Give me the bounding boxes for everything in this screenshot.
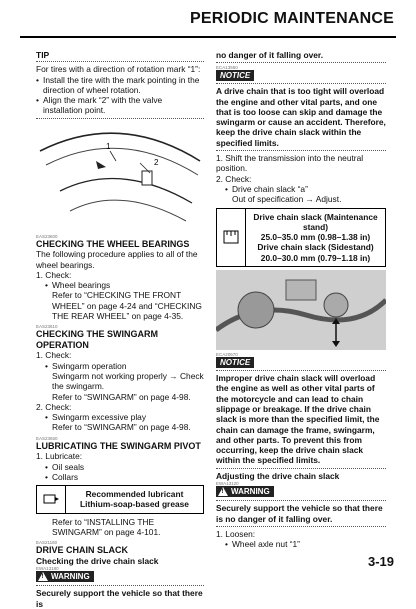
notice-code: ECA13550 <box>216 65 238 71</box>
notice-badge: NOTICE <box>216 357 254 368</box>
section-code: EAS23610 <box>36 324 58 330</box>
warning-code: EWA13180 <box>36 566 59 572</box>
step: 1. Loosen: <box>216 528 256 539</box>
step: 1. Check: <box>36 269 72 280</box>
step: 1. Shift the transmission into the neutral position. <box>216 153 364 174</box>
drive-chain-photo <box>216 270 386 350</box>
wheel-bearings-heading: CHECKING THE WHEEL BEARINGS <box>36 238 190 249</box>
notice-rule <box>216 83 386 84</box>
reference: Refer to “INSTALLING THE SWINGARM” on page 4-101. <box>52 516 161 538</box>
bullet: • Wheel axle nut “1” <box>225 539 300 550</box>
section-code: EAS21160 <box>36 540 58 546</box>
spec-text: Drive chain slack (Maintenance stand) 25.0–35.0 mm (0.98–1.38 in) Drive chain slack (Sidestand) 20.0–30.0 mm (0.79–1.18 in) <box>253 211 378 263</box>
bullet: • Swingarm operation <box>45 360 127 371</box>
notice-text: A drive chain that is too tight will overload the engine and other vital parts, and one that is too loose can skip and damage the swingarm or cause an accident. Therefore, keep the drive chain slack within the specified limits. <box>216 86 386 148</box>
tip-bullet: • Align the mark “2” with the valve installation point. <box>36 95 163 116</box>
warning-badge: ! WARNING <box>216 486 274 497</box>
notice-text: Improper drive chain slack will overload the engine as well as other vital parts of the motorcycle and can lead to chain slippage or breakage. If the drive chain slack is more than the specified limit, the chain can damage the frame, swingarm, and other parts. To prevent this from occurring, keep the drive chain slack within the specified limits. <box>216 373 380 466</box>
notice-end-rule <box>216 468 386 469</box>
bullet: • Drive chain slack “a” <box>225 183 308 194</box>
reference: Refer to “CHECKING THE FRONT WHEEL” on page 4-24 and “CHECKING THE REAR WHEEL” on page 4-35. <box>52 290 202 322</box>
bullet: • Swingarm excessive play <box>45 412 147 423</box>
warning-badge: ! WARNING <box>36 571 94 582</box>
ruler-icon <box>217 209 246 266</box>
warning-code: EWA13120 <box>216 481 239 487</box>
bullet: • Oil seals <box>45 461 85 472</box>
section-code: EAS23650 <box>36 435 58 441</box>
left-column <box>36 50 204 609</box>
bullet: • Collars <box>45 471 79 482</box>
drive-chain-slack-heading: DRIVE CHAIN SLACK <box>36 545 129 556</box>
notice-badge: NOTICE <box>216 70 254 81</box>
page-header <box>0 0 416 34</box>
lubricant-text: Recommended lubricant Lithium-soap-based grease <box>80 489 189 510</box>
warning-text: Securely support the vehicle so that there is no danger of it falling over. <box>216 503 383 524</box>
tip-bullet: • Install the tire with the mark pointing in the direction of wheel rotation. <box>36 74 200 95</box>
bullet-text: Out of specification → Adjust. <box>232 194 342 205</box>
bullet: • Wheel bearings <box>45 280 111 291</box>
tip-intro: For tires with a direction of rotation mark “1”: <box>36 64 201 75</box>
section-code: EAS23600 <box>36 233 58 239</box>
warning-end-rule <box>216 526 386 527</box>
drive-chain-subheading: Checking the drive chain slack <box>36 555 159 566</box>
tip-label: TIP <box>36 50 50 60</box>
warning-continuation: no danger of it falling over. <box>216 50 324 60</box>
step: 1. Check: <box>36 350 72 361</box>
reference: Refer to “SWINGARM” on page 4-98. <box>52 422 191 433</box>
reference: Refer to “SWINGARM” on page 4-98. <box>52 391 191 402</box>
tire-figure <box>36 121 204 231</box>
warning-text: Securely support the vehicle so that there is <box>36 588 203 609</box>
tip-end-rule <box>36 118 204 119</box>
notice-code: ECA20670 <box>216 352 238 358</box>
step: 2. Check: <box>36 401 72 412</box>
right-column <box>216 50 386 550</box>
adjust-heading: Adjusting the drive chain slack <box>216 470 340 481</box>
pivot-heading: LUBRICATING THE SWINGARM PIVOT <box>36 440 201 451</box>
step: 1. Lubricate: <box>36 451 83 462</box>
bullet-text: Swingarm not working properly → Check the swingarm. <box>52 370 204 392</box>
warning-icon: ! <box>38 572 48 581</box>
wheel-bearings-intro: The following procedure applies to all of the wheel bearings. <box>36 249 198 270</box>
step: 2. Check: <box>216 173 252 184</box>
notice-end-rule <box>216 150 386 151</box>
tire-diagram <box>36 121 204 231</box>
warning-rule <box>216 500 386 501</box>
warning-rule <box>36 585 204 586</box>
callout-2: 2 <box>154 157 159 167</box>
swingarm-operation-heading: CHECKING THE SWINGARM OPERATION <box>36 329 158 350</box>
callout-1: 1 <box>106 141 111 151</box>
warning-end-rule <box>216 62 386 63</box>
warning-icon: ! <box>218 487 228 496</box>
tip-rule <box>36 61 204 62</box>
grease-icon <box>37 486 66 513</box>
section-title: PERIODIC MAINTENANCE <box>189 10 394 27</box>
lubricant-box <box>36 485 204 514</box>
page-number: 3-19 <box>367 554 394 569</box>
spec-box <box>216 208 386 267</box>
header-rule <box>20 36 396 38</box>
notice-rule <box>216 370 386 371</box>
